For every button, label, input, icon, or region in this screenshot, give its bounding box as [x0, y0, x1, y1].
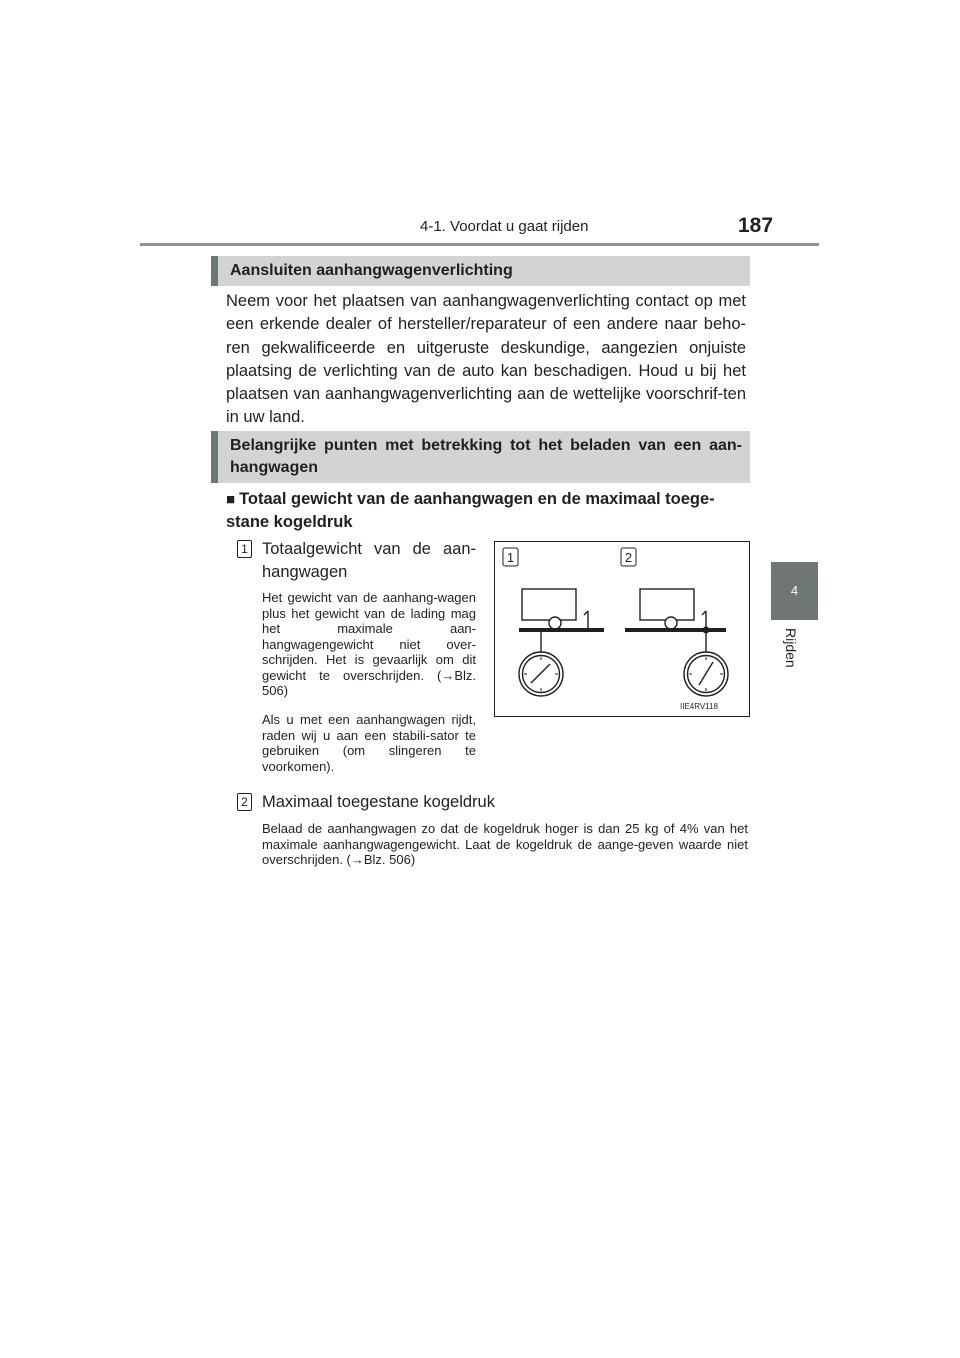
item-title-1: Totaalgewicht van de aan-hangwagen: [262, 540, 476, 581]
page-number: 187: [738, 214, 774, 237]
trailer-body-2-icon: [640, 589, 694, 620]
trailer-wheel-2-icon: [665, 617, 677, 629]
item-note-1b: Als u met een aanhangwagen rijdt, raden wij u aan een stabili-sator te gebruiken (om slingeren te voorkomen).: [262, 712, 476, 774]
figure-label-1: 1: [506, 550, 515, 565]
item-number-1: 1: [237, 540, 252, 558]
item-number-2: 2: [237, 793, 252, 811]
figure-label-2: 2: [624, 550, 633, 565]
ground-bar-1: [519, 628, 604, 632]
bullet-heading: [226, 488, 746, 534]
trailer-wheel-1-icon: [549, 617, 561, 629]
bullet-text: Totaal gewicht van de aanhangwagen en de maximaal toege-stane kogeldruk: [226, 490, 715, 531]
item-note-1a: Het gewicht van de aanhang-wagen plus het gewicht van de lading mag het maximale aan-hangwagengewicht niet over-schrijden. Het is gevaarlijk om dit gewicht te overschrijden. (→Blz. 506): [262, 590, 476, 698]
chapter-tab: 4: [771, 562, 818, 620]
section-heading-lighting: Aansluiten aanhangwagenverlichting: [211, 256, 750, 286]
trailer-body-1-icon: [522, 589, 576, 620]
item-title-2: Maximaal toegestane kogeldruk: [262, 793, 495, 811]
trailer-scale-illustration: [495, 542, 749, 716]
header-section-title: 4-1. Voordat u gaat rijden: [420, 218, 589, 235]
ground-bar-2: [625, 628, 726, 632]
item-note-2: Belaad de aanhangwagen zo dat de kogeldruk hoger is dan 25 kg of 4% van het maximale aanhangwagengewicht. Laat de kogeldruk de aange-geven waarde niet overschrijden. (→Blz. 506): [262, 821, 748, 867]
trailer-load-figure: [494, 541, 750, 717]
header-divider: [140, 243, 819, 246]
bullet-marker: ■: [226, 491, 236, 508]
section-heading-loading: Belangrijke punten met betrekking tot het beladen van een aan-hangwagen: [211, 431, 750, 483]
section-body-lighting: Neem voor het plaatsen van aanhangwagenverlichting contact op met een erkende dealer of hersteller/reparateur of een andere naar beho-ren gekwalificeerde en uitgeruste deskundige, aangezien onjuiste plaatsing de verlichting van de auto kan beschadigen. Houd u bij het plaatsen van aanhangwagenverlichting aan de wettelijke voorschrif-ten in uw land.: [226, 292, 746, 427]
chapter-label: Rijden: [783, 628, 799, 668]
figure-code: IIE4RV118: [680, 702, 718, 711]
